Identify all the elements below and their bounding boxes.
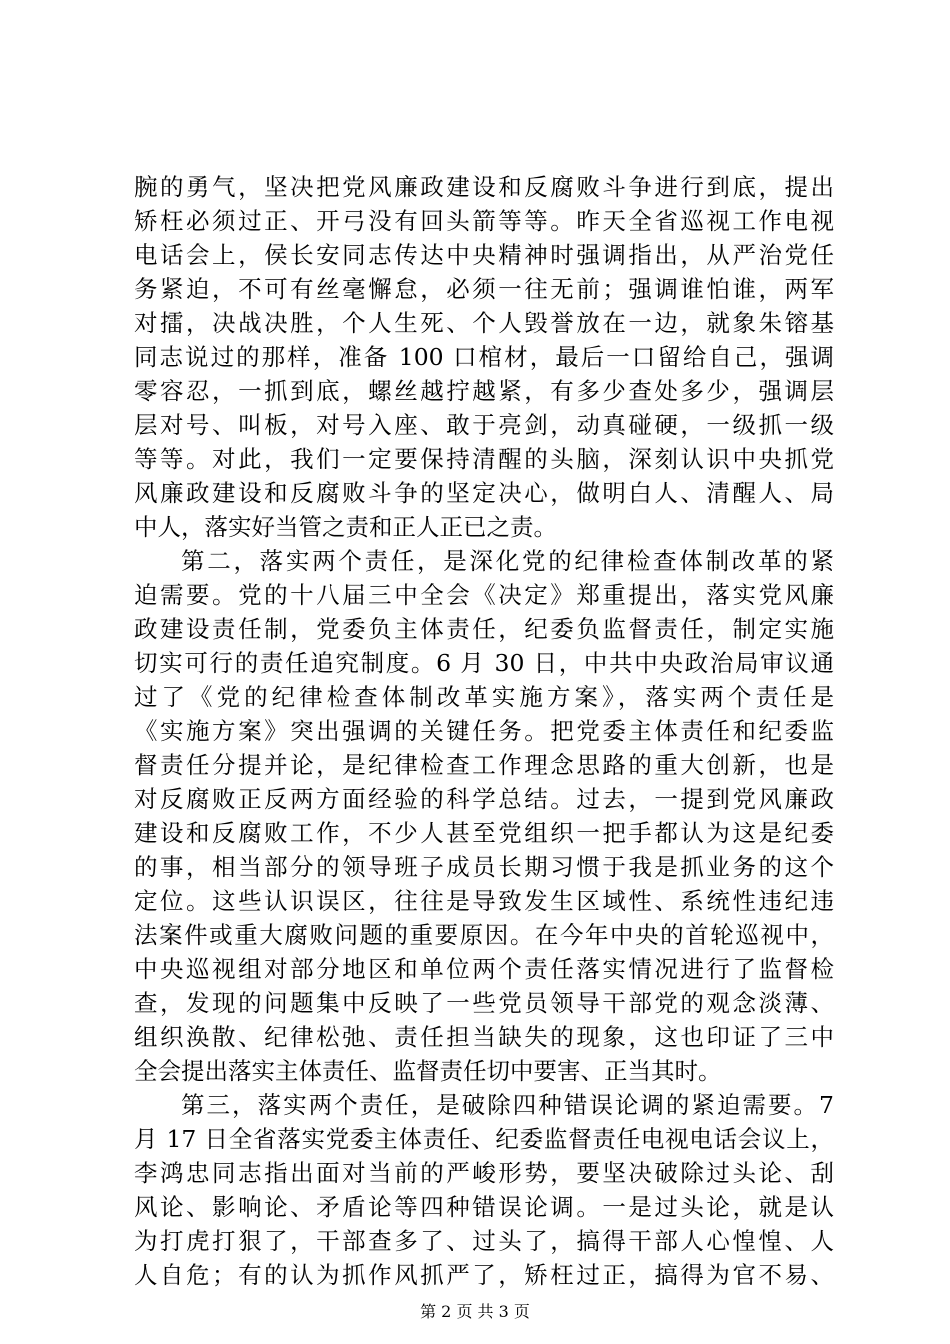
text-line: 《实施方案》突出强调的关键任务。把党委主体责任和纪委监 [134, 717, 834, 745]
text-line: 务紧迫，不可有丝毫懈怠，必须一往无前；强调谁怕谁，两军 [134, 275, 834, 303]
text-line: 零容忍，一抓到底，螺丝越拧越紧，有多少查处多少，强调层 [134, 377, 834, 405]
text-line: 建设和反腐败工作，不少人甚至党组织一把手都认为这是纪委 [134, 819, 834, 847]
text-line: 风论、影响论、矛盾论等四种错误论调。一是过头论，就是认 [134, 1193, 834, 1221]
text-line: 中人，落实好当管之责和正人正已之责。 [134, 513, 557, 541]
text-line: 李鸿忠同志指出面对当前的严峻形势，要坚决破除过头论、刮 [134, 1159, 834, 1187]
text-line: 过了《党的纪律检查体制改革实施方案》，落实两个责任是 [134, 683, 834, 711]
text-line: 查，发现的问题集中反映了一些党员领导干部党的观念淡薄、 [134, 989, 834, 1017]
text-line: 督责任分提并论，是纪律检查工作理念思路的重大创新，也是 [134, 751, 834, 779]
text-line: 人自危；有的认为抓作风抓严了，矫枉过正，搞得为官不易、 [134, 1261, 834, 1289]
text-line: 对反腐败正反两方面经验的科学总结。过去，一提到党风廉政 [134, 785, 834, 813]
text-line: 同志说过的那样，准备 100 口棺材，最后一口留给自己，强调 [134, 343, 834, 371]
text-line: 法案件或重大腐败问题的重要原因。在今年中央的首轮巡视中， [134, 921, 834, 949]
text-line: 等等。对此，我们一定要保持清醒的头脑，深刻认识中央抓党 [134, 445, 834, 473]
text-line: 迫需要。党的十八届三中全会《决定》郑重提出，落实党风廉 [134, 581, 834, 609]
text-line: 组织涣散、纪律松弛、责任担当缺失的现象，这也印证了三中 [134, 1023, 834, 1051]
text-line: 月 17 日全省落实党委主体责任、纪委监督责任电视电话会议上， [134, 1125, 834, 1153]
text-line: 层对号、叫板，对号入座、敢于亮剑，动真碰硬，一级抓一级 [134, 411, 834, 439]
text-line: 全会提出落实主体责任、监督责任切中要害、正当其时。 [134, 1057, 722, 1085]
text-line: 定位。这些认识误区，往往是导致发生区域性、系统性违纪违 [134, 887, 834, 915]
page-number-footer: 第 2 页 共 3 页 [420, 1302, 530, 1321]
text-line: 对擂，决战决胜，个人生死、个人毁誉放在一边，就象朱镕基 [134, 309, 834, 337]
text-line: 为打虎打狠了，干部查多了、过头了，搞得干部人心惶惶、人 [134, 1227, 834, 1255]
paragraph-start-line: 第二，落实两个责任，是深化党的纪律检查体制改革的紧 [181, 547, 834, 575]
text-line: 矫枉必须过正、开弓没有回头箭等等。昨天全省巡视工作电视 [134, 207, 834, 235]
text-line: 切实可行的责任追究制度。6 月 30 日，中共中央政治局审议通 [134, 649, 834, 677]
text-line: 政建设责任制，党委负主体责任，纪委负监督责任，制定实施 [134, 615, 834, 643]
paragraph-start-line: 第三，落实两个责任，是破除四种错误论调的紧迫需要。7 [181, 1091, 834, 1119]
text-line: 电话会上，侯长安同志传达中央精神时强调指出，从严治党任 [134, 241, 834, 269]
text-line: 的事，相当部分的领导班子成员长期习惯于我是抓业务的这个 [134, 853, 834, 881]
text-line: 风廉政建设和反腐败斗争的坚定决心，做明白人、清醒人、局 [134, 479, 834, 507]
text-line: 腕的勇气，坚决把党风廉政建设和反腐败斗争进行到底，提出 [134, 173, 834, 201]
text-line: 中央巡视组对部分地区和单位两个责任落实情况进行了监督检 [134, 955, 834, 983]
